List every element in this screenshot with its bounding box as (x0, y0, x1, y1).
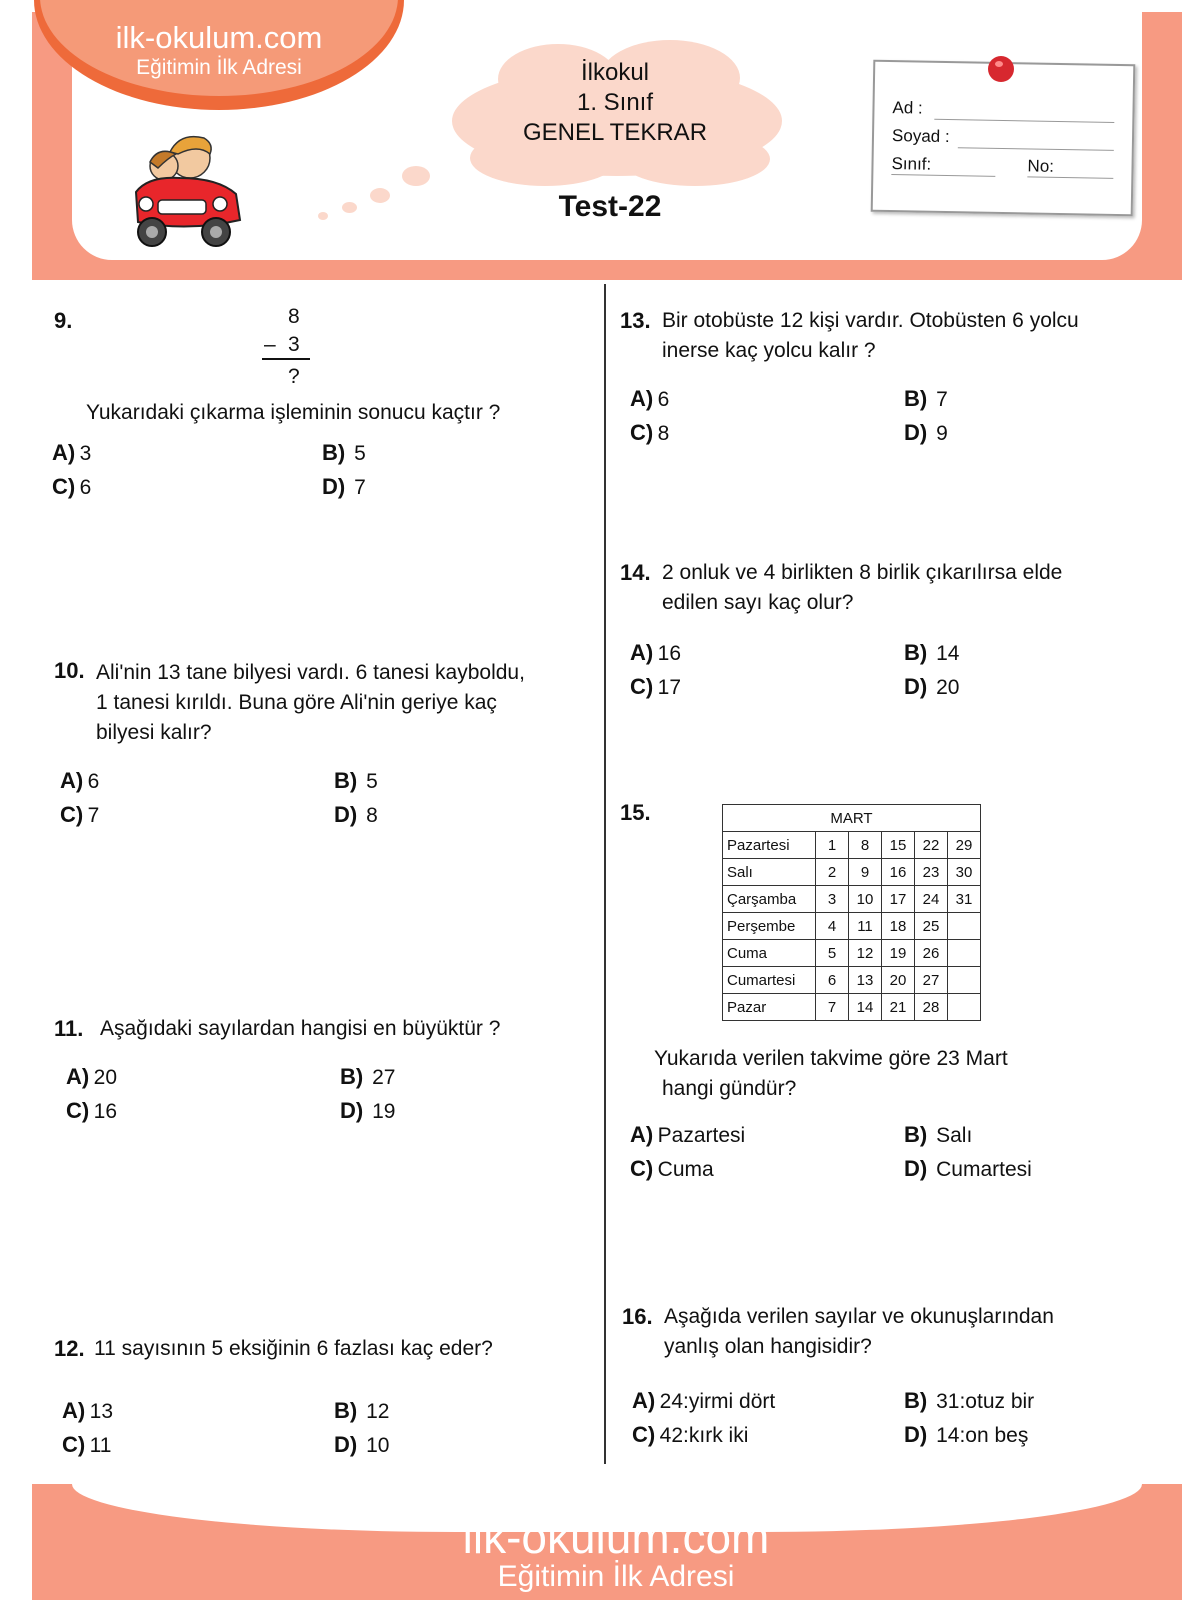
q13-option-a[interactable] (630, 386, 669, 412)
march-calendar (722, 804, 981, 1021)
option-value: Cumartesi (936, 1158, 1032, 1181)
option-value: 7 (87, 804, 100, 827)
q16-number: 16. (622, 1304, 653, 1329)
q16-option-c[interactable] (632, 1422, 748, 1448)
q14-option-b[interactable] (904, 640, 959, 666)
calendar-date-cell: 6 (816, 967, 849, 994)
surname-label: Soyad : (891, 126, 950, 147)
q14-text-line1: 2 onluk ve 4 birlikten 8 birlik çıkarılırsa elde (662, 561, 1063, 584)
q10-option-b[interactable] (334, 768, 378, 794)
calendar-date-cell: 23 (915, 859, 948, 886)
q10-text-line1: Ali'nin 13 tane bilyesi vardı. 6 tanesi kayboldu, (96, 661, 525, 684)
option-value: 31:otuz bir (936, 1390, 1035, 1413)
calendar-date-cell: 15 (882, 832, 915, 859)
option-letter: C) (630, 674, 654, 699)
thought-bubble-dot (370, 188, 390, 203)
q12-option-b[interactable] (334, 1398, 389, 1424)
option-value: 7 (936, 388, 948, 411)
calendar-row (723, 994, 981, 1021)
option-letter: B) (904, 1388, 928, 1413)
q13-number: 13. (620, 308, 651, 333)
name-field[interactable] (934, 119, 1114, 123)
cloud-title (450, 58, 780, 148)
q11-option-c[interactable] (66, 1098, 117, 1124)
calendar-day-name: Pazar (723, 994, 816, 1021)
option-letter: B) (904, 386, 928, 411)
option-letter: D) (322, 474, 346, 499)
option-letter: B) (334, 768, 358, 793)
class-field[interactable] (891, 174, 995, 177)
calendar-row (723, 859, 981, 886)
q10-option-c[interactable] (60, 802, 99, 828)
option-value: 7 (354, 476, 366, 499)
calendar-date-cell: 12 (849, 940, 882, 967)
q14-number: 14. (620, 560, 651, 585)
q15-option-a[interactable] (630, 1122, 745, 1148)
calendar-date-cell: 17 (882, 886, 915, 913)
number-label: No: (1027, 156, 1055, 176)
calendar-date-cell: 30 (948, 859, 981, 886)
calendar-month: MART (723, 805, 981, 832)
calendar-date-cell: 3 (816, 886, 849, 913)
q14-option-a[interactable] (630, 640, 681, 666)
q12-option-c[interactable] (62, 1432, 111, 1458)
q12-number: 12. (54, 1336, 85, 1361)
option-letter: D) (904, 420, 928, 445)
q13-text-line1: Bir otobüste 12 kişi vardır. Otobüsten 6 yolcu (662, 309, 1079, 332)
q10-option-d[interactable] (334, 802, 378, 828)
option-value: 6 (87, 770, 100, 793)
option-value: Salı (936, 1124, 973, 1147)
calendar-day-name: Cumartesi (723, 967, 816, 994)
calendar-date-cell: 27 (915, 967, 948, 994)
q9-option-b[interactable] (322, 440, 366, 466)
option-letter: C) (60, 802, 84, 827)
q11-number: 11. (54, 1016, 84, 1041)
option-letter: C) (630, 420, 654, 445)
q9-option-a[interactable] (52, 440, 91, 466)
option-value: 9 (936, 422, 948, 445)
calendar-row (723, 913, 981, 940)
q9-text: Yukarıdaki çıkarma işleminin sonucu kaçtır ? (86, 401, 501, 424)
option-value: Cuma (657, 1158, 714, 1181)
q12-text: 11 sayısının 5 eksiğinin 6 fazlası kaç eder? (94, 1337, 493, 1360)
calendar-day-name: Cuma (723, 940, 816, 967)
student-info-card (871, 60, 1136, 217)
option-value: 19 (372, 1100, 396, 1123)
option-value: 14 (936, 642, 960, 665)
q9-option-c[interactable] (52, 474, 91, 500)
calendar-day-name: Perşembe (723, 913, 816, 940)
subject-title: GENEL TEKRAR (522, 119, 708, 146)
q12-option-a[interactable] (62, 1398, 113, 1424)
option-value: 16 (657, 642, 682, 665)
q12-option-d[interactable] (334, 1432, 389, 1458)
calendar-day-name: Salı (723, 859, 816, 886)
q16-option-a[interactable] (632, 1388, 775, 1414)
option-value: 27 (372, 1066, 396, 1089)
q11-option-a[interactable] (66, 1064, 117, 1090)
option-letter: D) (340, 1098, 364, 1123)
calendar-date-cell: 25 (915, 913, 948, 940)
q9-minus-sign: – (264, 333, 276, 356)
option-letter: A) (66, 1064, 90, 1089)
q13-option-d[interactable] (904, 420, 948, 446)
option-value: 10 (366, 1434, 390, 1457)
q16-option-d[interactable] (904, 1422, 1028, 1448)
q16-text-line2: yanlış olan hangisidir? (664, 1335, 872, 1358)
calendar-date-cell: 29 (948, 832, 981, 859)
calendar-date-cell: 26 (915, 940, 948, 967)
calendar-date-cell: 5 (816, 940, 849, 967)
q9-operand-bottom: 3 (288, 333, 300, 356)
q13-option-c[interactable] (630, 420, 669, 446)
q15-number: 15. (620, 800, 651, 825)
option-letter: D) (334, 1432, 358, 1457)
option-value: 42:kırk iki (659, 1424, 749, 1447)
q10-option-a[interactable] (60, 768, 99, 794)
calendar-date-cell: 31 (948, 886, 981, 913)
option-letter: D) (334, 802, 358, 827)
option-letter: A) (52, 440, 76, 465)
q13-option-b[interactable] (904, 386, 948, 412)
calendar-header-row (723, 805, 981, 832)
q15-text-line2: hangi gündür? (662, 1077, 797, 1100)
option-value: 3 (79, 442, 92, 465)
option-value: 20 (93, 1066, 118, 1089)
option-value: 6 (657, 388, 670, 411)
calendar-body (723, 832, 981, 1021)
q15-option-b[interactable] (904, 1122, 972, 1148)
option-letter: A) (632, 1388, 656, 1413)
calendar-row (723, 967, 981, 994)
q10-number: 10. (54, 658, 85, 683)
logo-text[interactable]: ilk-okulum.com (115, 20, 323, 55)
option-letter: C) (66, 1098, 90, 1123)
pushpin-icon (988, 56, 1014, 82)
calendar-date-cell (948, 994, 981, 1021)
option-value: Pazartesi (657, 1124, 746, 1147)
column-divider (604, 284, 606, 1464)
calendar-date-cell: 24 (915, 886, 948, 913)
logo-tagline: Eğitimin İlk Adresi (136, 56, 302, 79)
thought-bubble-dot (342, 202, 357, 213)
calendar-date-cell: 11 (849, 913, 882, 940)
pushpin-shine (995, 61, 1003, 67)
calendar-date-cell: 20 (882, 967, 915, 994)
q9-result: ? (288, 365, 300, 388)
calendar-date-cell: 18 (882, 913, 915, 940)
school-level: İlkokul (580, 59, 650, 86)
thought-bubble-dot (402, 166, 430, 186)
calendar-date-cell: 2 (816, 859, 849, 886)
calendar-date-cell: 13 (849, 967, 882, 994)
option-value: 14:on beş (936, 1424, 1029, 1447)
calendar-date-cell (948, 967, 981, 994)
option-value: 11 (89, 1434, 112, 1457)
calendar-date-cell: 14 (849, 994, 882, 1021)
calendar-date-cell: 16 (882, 859, 915, 886)
option-value: 8 (366, 804, 378, 827)
footer-logo-text[interactable]: ilk-okulum.com (462, 1511, 770, 1563)
calendar-day-name: Pazartesi (723, 832, 816, 859)
option-value: 24:yirmi dört (659, 1390, 776, 1413)
q14-option-c[interactable] (630, 674, 681, 700)
calendar-date-cell: 19 (882, 940, 915, 967)
option-value: 16 (93, 1100, 118, 1123)
calendar-date-cell: 21 (882, 994, 915, 1021)
option-value: 5 (354, 442, 366, 465)
calendar-date-cell: 1 (816, 832, 849, 859)
option-value: 12 (366, 1400, 390, 1423)
class-label: Sınıf: (891, 154, 932, 174)
q9-number: 9. (54, 308, 73, 333)
option-letter: D) (904, 1156, 928, 1181)
option-letter: C) (52, 474, 76, 499)
calendar-day-name: Çarşamba (723, 886, 816, 913)
option-letter: A) (630, 386, 654, 411)
name-label: Ad : (892, 98, 923, 118)
q14-option-d[interactable] (904, 674, 959, 700)
q16-text-line1: Aşağıda verilen sayılar ve okunuşlarından (664, 1305, 1054, 1328)
q11-option-b[interactable] (340, 1064, 395, 1090)
option-letter: A) (60, 768, 84, 793)
q9-operand-top: 8 (288, 305, 300, 328)
option-letter: B) (904, 1122, 928, 1147)
q15-text-line1: Yukarıda verilen takvime göre 23 Mart (654, 1047, 1008, 1070)
calendar-date-cell (948, 913, 981, 940)
calendar-date-cell: 7 (816, 994, 849, 1021)
test-title: Test-22 (558, 190, 662, 223)
option-letter: B) (322, 440, 346, 465)
q13-text-line2: inerse kaç yolcu kalır ? (662, 339, 876, 362)
option-letter: A) (630, 640, 654, 665)
calendar-row (723, 940, 981, 967)
q15-option-c[interactable] (630, 1156, 714, 1182)
calendar-date-cell: 8 (849, 832, 882, 859)
q10-text-line2: 1 tanesi kırıldı. Buna göre Ali'nin geriye kaç (96, 691, 497, 714)
calendar-date-cell: 28 (915, 994, 948, 1021)
calendar-row (723, 832, 981, 859)
q9-option-d[interactable] (322, 474, 366, 500)
calendar-date-cell: 10 (849, 886, 882, 913)
option-letter: B) (904, 640, 928, 665)
q9-sum-line (262, 358, 310, 360)
q11-text: Aşağıdaki sayılardan hangisi en büyüktür ? (100, 1017, 501, 1040)
q10-text-line3: bilyesi kalır? (96, 721, 212, 744)
calendar-row (723, 886, 981, 913)
option-letter: C) (62, 1432, 86, 1457)
calendar-date-cell: 4 (816, 913, 849, 940)
calendar-date-cell: 9 (849, 859, 882, 886)
option-letter: D) (904, 1422, 928, 1447)
option-value: 8 (657, 422, 670, 445)
q14-text-line2: edilen sayı kaç olur? (662, 591, 854, 614)
footer-tagline: Eğitimin İlk Adresi (497, 1560, 735, 1593)
option-letter: B) (334, 1398, 358, 1423)
option-letter: D) (904, 674, 928, 699)
surname-field[interactable] (958, 147, 1114, 151)
option-letter: C) (632, 1422, 656, 1447)
calendar-date-cell (948, 940, 981, 967)
option-letter: C) (630, 1156, 654, 1181)
grade: 1. Sınıf (576, 89, 654, 116)
option-letter: B) (340, 1064, 364, 1089)
option-letter: A) (630, 1122, 654, 1147)
option-value: 13 (89, 1400, 114, 1423)
option-value: 17 (657, 676, 682, 699)
option-value: 5 (366, 770, 378, 793)
calendar-date-cell: 22 (915, 832, 948, 859)
option-value: 6 (79, 476, 92, 499)
option-letter: A) (62, 1398, 86, 1423)
number-field[interactable] (1027, 176, 1113, 179)
q16-option-b[interactable] (904, 1388, 1034, 1414)
thought-bubble-dot (318, 212, 328, 220)
q11-option-d[interactable] (340, 1098, 395, 1124)
option-value: 20 (936, 676, 960, 699)
q15-option-d[interactable] (904, 1156, 1032, 1182)
car-illustration (128, 128, 248, 254)
